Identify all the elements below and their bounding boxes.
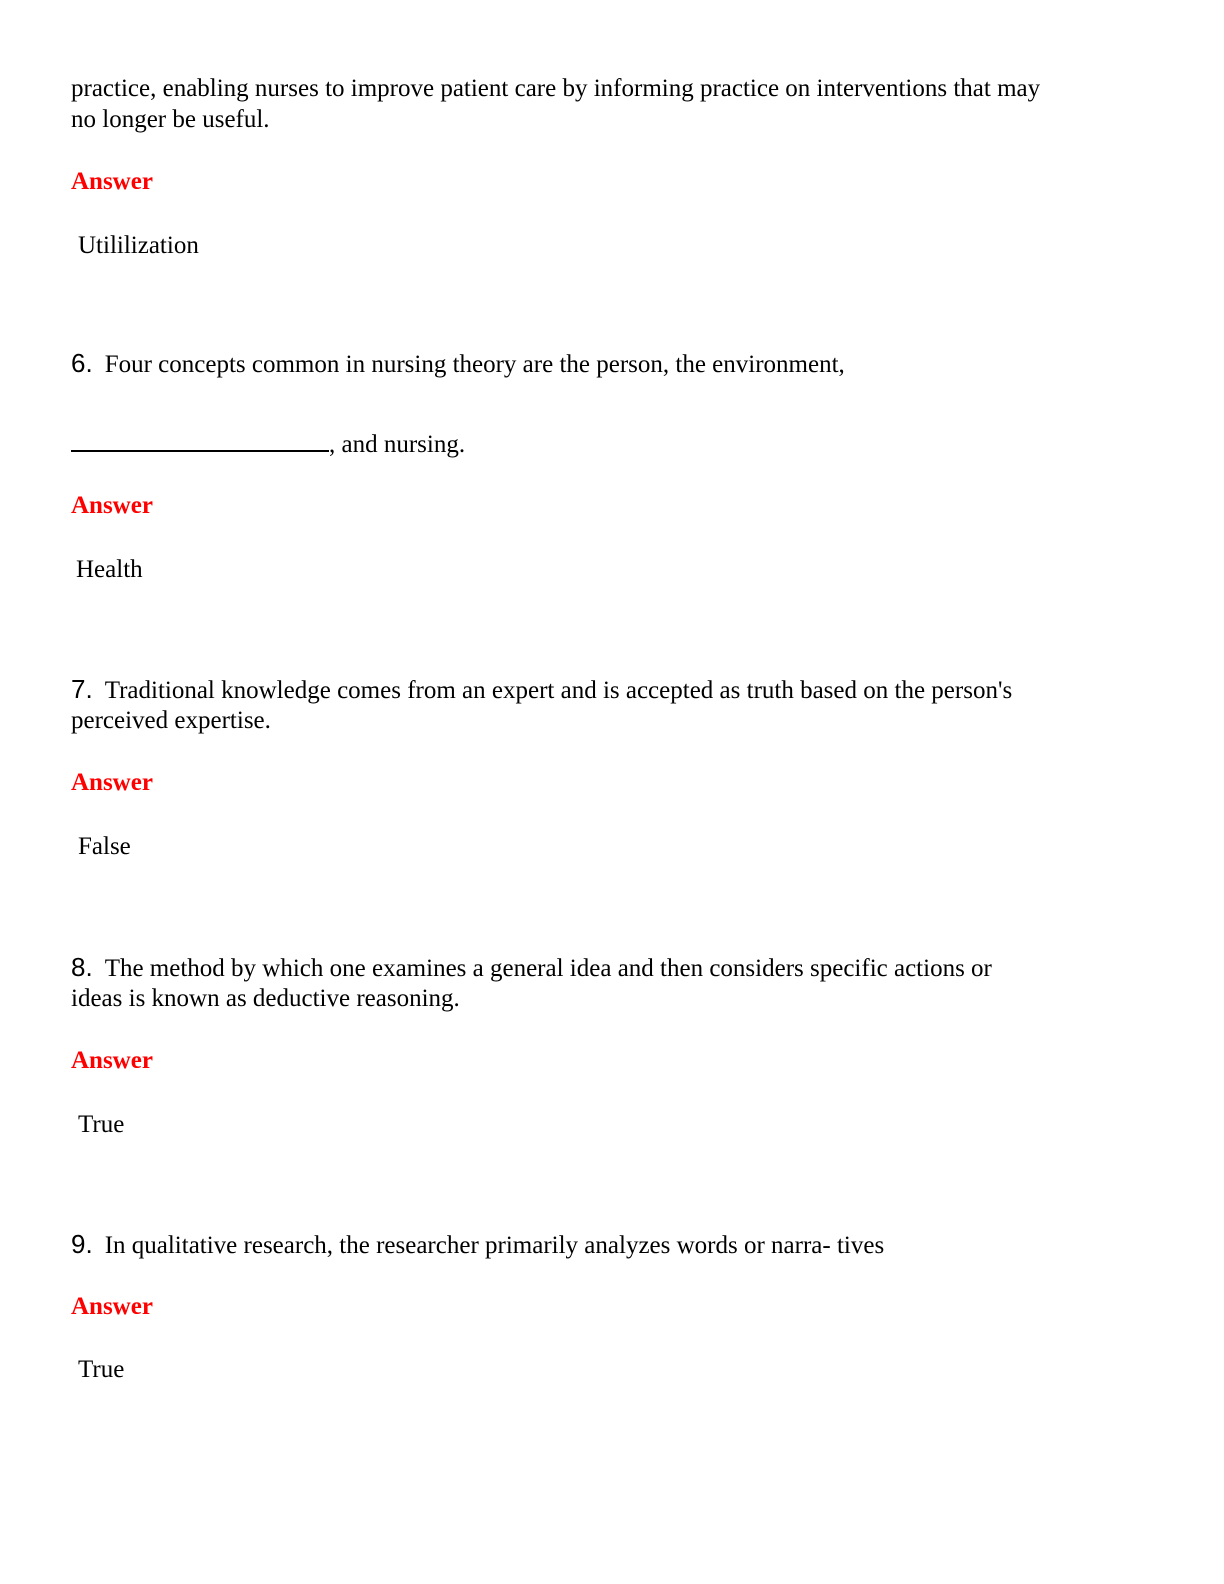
answer-value: True (78, 1111, 125, 1138)
answer-label: Answer (71, 769, 153, 796)
answer-value: True (78, 1356, 125, 1383)
question-text: In qualitative research, the researcher primarily analyzes words or narra- tives (104, 1232, 885, 1259)
answer-label: Answer (71, 1047, 153, 1074)
question-7 (71, 674, 1151, 706)
fill-in-blank (71, 428, 329, 452)
question-text: The method by which one examines a general idea and then considers specific actions or (104, 955, 992, 982)
question-number: 8. (71, 952, 93, 982)
question-text: Traditional knowledge comes from an expert and is accepted as truth based on the person's (104, 677, 1013, 704)
question-number: 6. (71, 348, 93, 378)
answer-value: Utililization (78, 232, 199, 259)
answer-value: False (78, 833, 131, 860)
question-7-line-2: perceived expertise. (71, 707, 271, 734)
question-number: 7. (71, 674, 93, 704)
question-9 (71, 1229, 1151, 1261)
question-continuation-line-1: practice, enabling nurses to improve patient care by informing practice on interventions that may (71, 75, 1041, 102)
answer-label: Answer (71, 492, 153, 519)
answer-label: Answer (71, 1293, 153, 1320)
question-6 (71, 348, 1151, 380)
question-text: Four concepts common in nursing theory are the person, the environment, (104, 351, 845, 378)
question-number: 9. (71, 1229, 93, 1259)
answer-label: Answer (71, 168, 153, 195)
question-text-suffix: , and nursing. (329, 431, 466, 458)
question-6-line-2 (71, 428, 1151, 460)
question-8 (71, 952, 1151, 984)
answer-value: Health (76, 556, 143, 583)
question-continuation-line-2: no longer be useful. (71, 106, 270, 133)
question-8-line-2: ideas is known as deductive reasoning. (71, 985, 460, 1012)
